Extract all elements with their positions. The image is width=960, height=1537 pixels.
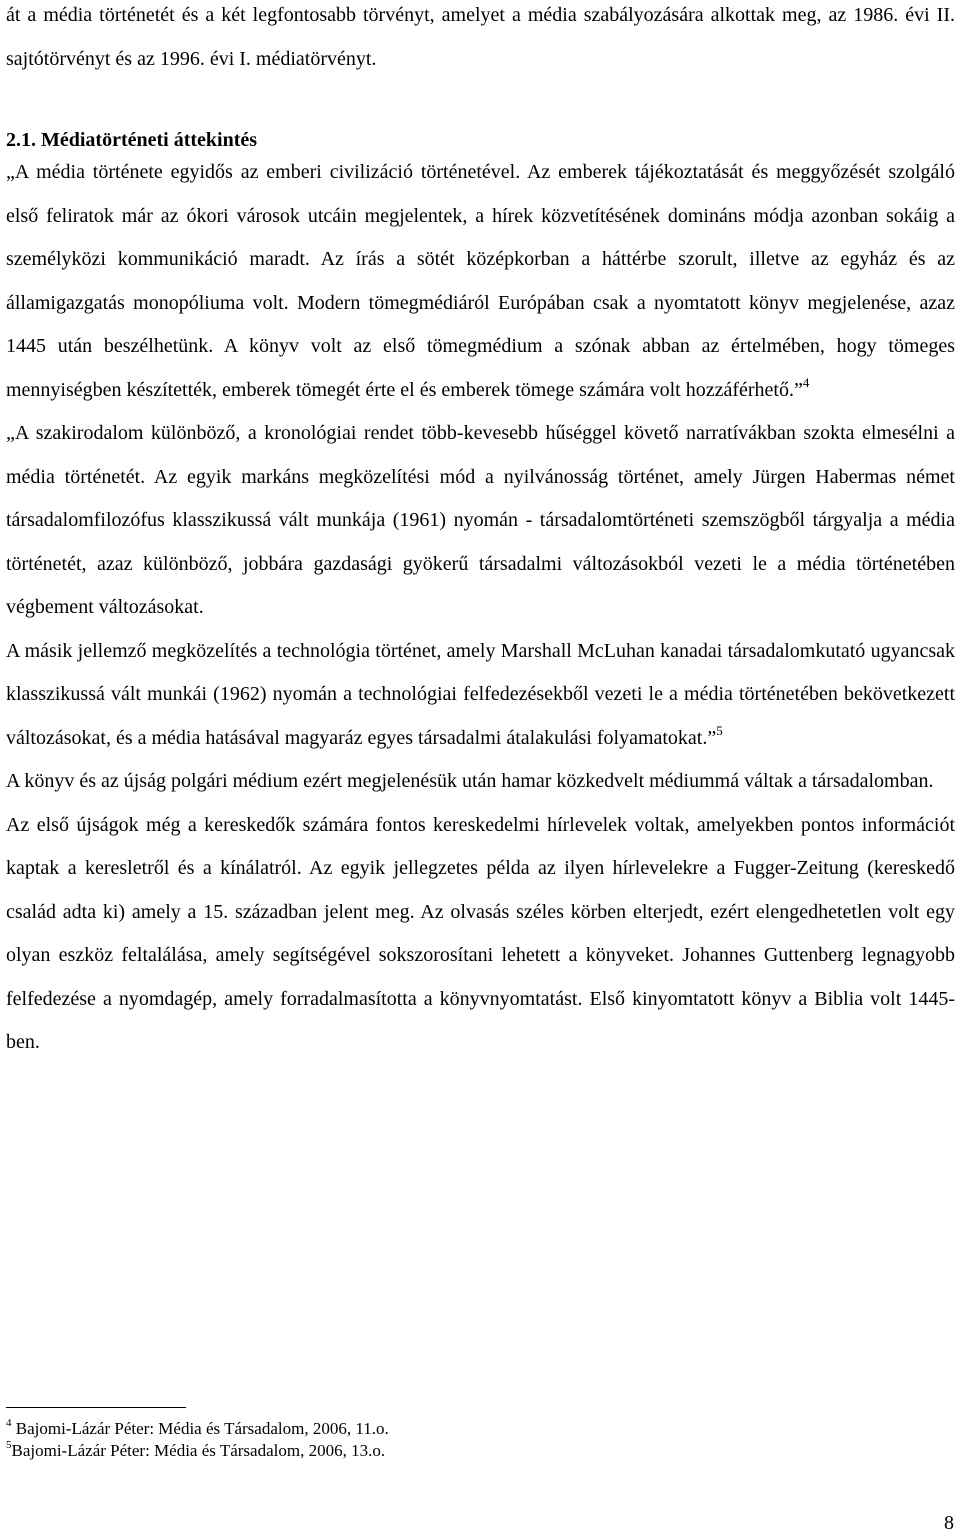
intro-paragraph: át a média történetét és a két legfontosabb törvényt, amelyet a média szabályozására alkottak meg, az 1986. évi II. sajtótörvényt és az 1996. évi I. médiatörvényt. [6,4,955,70]
footnote-number: 4 [6,1417,12,1429]
paragraph-text: „A média története egyidős az emberi civilizáció történetével. Az emberek tájékoztatását és meggyőzését szolgáló első feliratok már az ókori városok utcáin megjelentek, a hírek közvetítésének domináns módja azonban sokáig a személyközi kommunikáció maradt. Az írás a sötét középkorban a háttérbe szorult, illetve az egyház és az államigazgatás monopóliuma volt. Modern tömegmédiáról Európában csak a nyomtatott könyv megjelenése, azaz 1445 után beszélhetünk. A könyv volt az első tömegmédium a szónak abban az értelmében, hogy tömeges mennyiségben készítették, emberek tömegét érte el és emberek tömege számára volt hozzáférhető.” [6,161,955,401]
footnote-text: Bajomi-Lázár Péter: Média és Társadalom, 2006, 11.o. [11,1419,389,1438]
footnote-ref-4[interactable]: 4 [802,374,810,390]
paragraph-5 [6,804,955,1065]
paragraph-text: A könyv és az újság polgári médium ezért megjelenésük után hamar közkedvelt médiummá váltak a társadalomban. [6,770,934,792]
footnote-number: 5 [6,1439,12,1451]
footnote-5 [6,1440,955,1462]
paragraph-4 [6,760,955,804]
paragraph-text: A másik jellemző megközelítés a technológia történet, amely Marshall McLuhan kanadai társadalomkutató ugyancsak klasszikussá vált munkái (1962) nyomán a technológiai felfedezésekből vezeti le a média történetében bekövetkezett változásokat, és a média hatásával magyaráz egyes társadalmi átalakulási folyamatokat.” [6,639,955,749]
paragraph-2 [6,412,955,630]
page-number: 8 [944,1512,954,1534]
paragraph-text: Az első újságok még a kereskedők számára fontos kereskedelmi hírlevelek voltak, amelyekben pontos információt kaptak a keresletről és a kínálatról. Az egyik jellegzetes példa az ilyen hírlevelekre a Fugger-Zeitung (kereskedő család adta ki) amely a 15. században jelent meg. Az olvasás széles körben elterjedt, ezért elengedhetetlen volt egy olyan eszköz feltalálása, amely segítségével sokszorosítani lehetett a könyveket. Johannes Guttenberg legnagyobb felfedezése a nyomdagép, amely forradalmasította a könyvnyomtatást. Első kinyomtatott könyv a Biblia volt 1445-ben. [6,813,955,1053]
footnote-text: Bajomi-Lázár Péter: Média és Társadalom, 2006, 13.o. [11,1441,386,1460]
section-title: Médiatörténeti áttekintés [41,129,258,151]
paragraph-3 [6,630,955,761]
footnote-separator [6,1407,186,1408]
paragraph-text: „A szakirodalom különböző, a kronológiai rendet több-kevesebb hűséggel követő narratívákban szokta elmesélni a média történetét. Az egyik markáns megközelítési mód a nyilvánosság történet, amely Jürgen Habermas német társadalomfilozófus klasszikussá vált munkája (1961) nyomán - társadalomtörténeti szemszögből tárgyalja a média történetét, azaz különböző, jobbára gazdasági gyökerű társadalmi változásokból vezeti le a média történetében végbement változásokat. [6,422,955,618]
footnote-ref-5[interactable]: 5 [716,722,723,738]
footnote-4 [6,1418,955,1440]
body-text [6,151,955,1065]
section-number: 2.1. [6,129,36,151]
paragraph-1 [6,151,955,412]
footnotes [6,1418,955,1462]
